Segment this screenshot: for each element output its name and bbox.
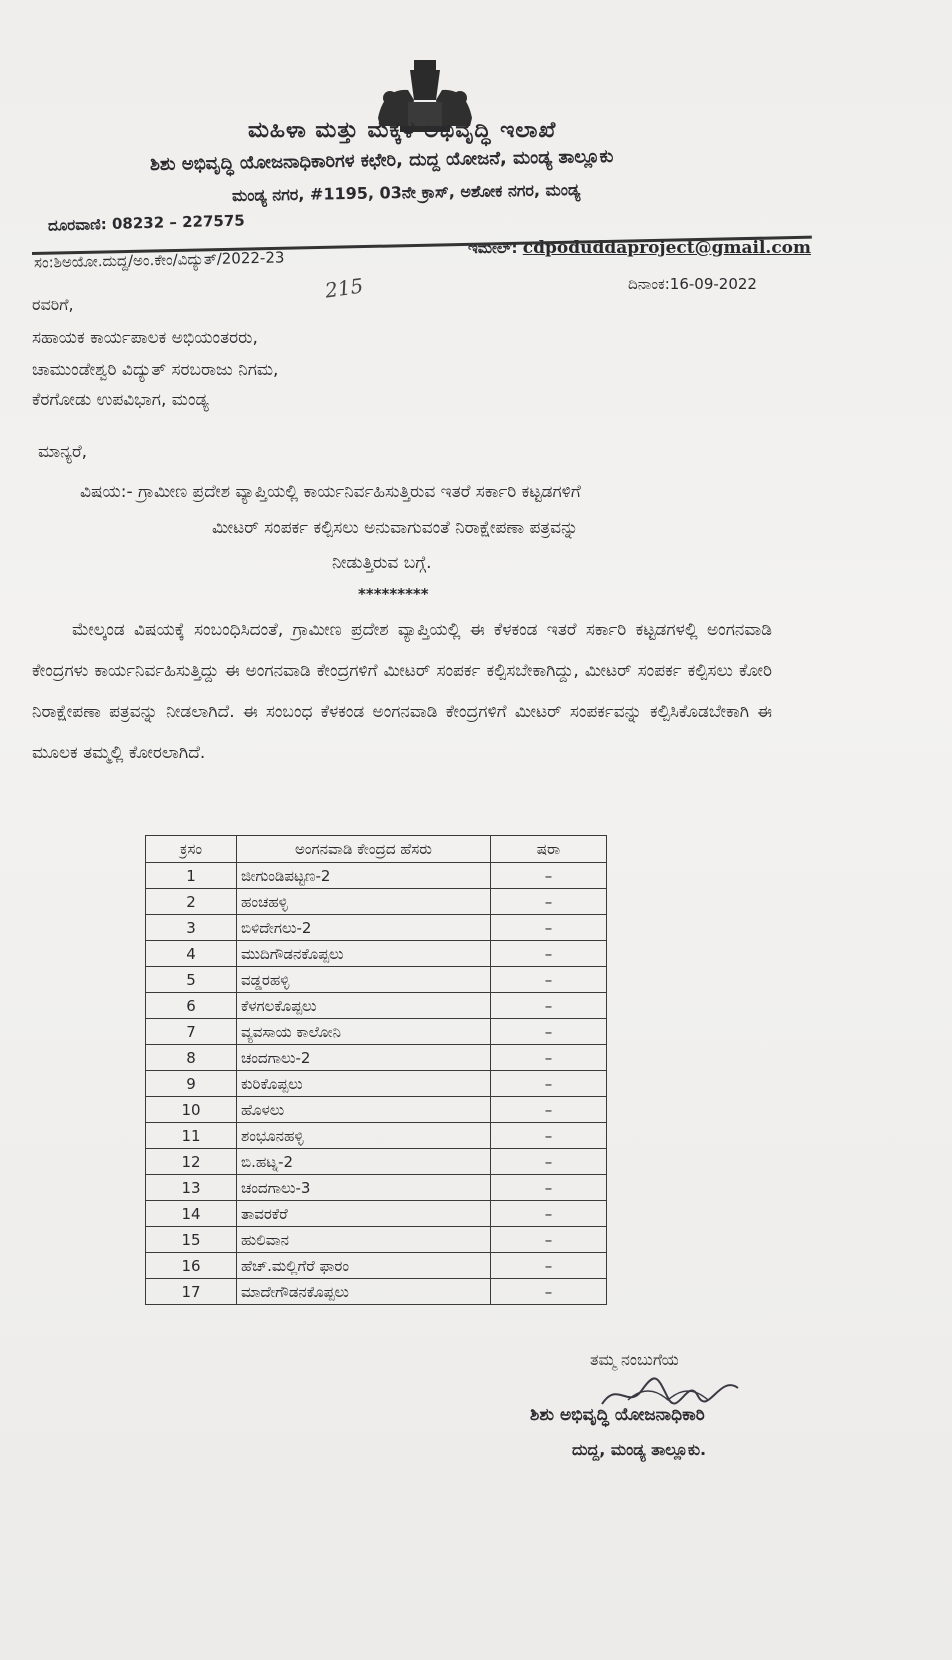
- recipient-line-2: ಚಾಮುಂಡೇಶ್ವರಿ ವಿದ್ಯುತ್ ಸರಬರಾಜು ನಿಗಮ,: [32, 360, 279, 380]
- row-remark: –: [491, 1201, 607, 1227]
- table-row: [146, 941, 607, 967]
- row-serial: 5: [146, 967, 237, 993]
- table-row: [146, 1149, 607, 1175]
- row-centre-name: ಕುರಿಕೊಪ್ಪಲು: [237, 1071, 491, 1097]
- signatory-place: ದುದ್ದ, ಮಂಡ್ಯ ತಾಲ್ಲೂಕು.: [572, 1440, 707, 1459]
- table-row: [146, 1253, 607, 1279]
- table-body: [146, 863, 607, 1305]
- table-row: [146, 1123, 607, 1149]
- row-centre-name: ವ್ಯವಸಾಯ ಕಾಲೋನಿ: [237, 1019, 491, 1045]
- row-centre-name: ಹೊಳಲು: [237, 1097, 491, 1123]
- salutation: ಮಾನ್ಯರೆ,: [38, 442, 88, 462]
- office-address: ಮಂಡ್ಯ ನಗರ, #1195, 03ನೇ ಕ್ರಾಸ್, ಅಶೋಕ ನಗರ, ಮಂಡ್ಯ: [231, 179, 581, 206]
- row-centre-name: ಬಿಳಿದೇಗಲು-2: [237, 915, 491, 941]
- row-serial: 9: [146, 1071, 237, 1097]
- row-serial: 10: [146, 1097, 237, 1123]
- table-row: [146, 1201, 607, 1227]
- row-centre-name: ಮುದಿಗೌಡನಕೊಪ್ಪಲು: [237, 941, 491, 967]
- row-remark: –: [491, 863, 607, 889]
- body-paragraph: ಮೇಲ್ಕಂಡ ವಿಷಯಕ್ಕೆ ಸಂಬಂಧಿಸಿದಂತೆ, ಗ್ರಾಮೀಣ ಪ್ರದೇಶ ವ್ಯಾಪ್ತಿಯಲ್ಲಿ ಈ ಕೆಳಕಂಡ ಇತರೆ ಸರ್ಕಾರಿ ಕಟ್ಟಡಗಳಲ್ಲಿ ಅಂಗನವಾಡಿ ಕೇಂದ್ರಗಳು ಕಾರ್ಯನಿರ್ವಹಿಸುತ್ತಿದ್ದು ಈ ಅಂಗನವಾಡಿ ಕೇಂದ್ರಗಳಿಗೆ ಮೀಟರ್ ಸಂಪರ್ಕ ಕಲ್ಪಿಸಬೇಕಾಗಿದ್ದು, ಮೀಟರ್ ಸಂಪರ್ಕ ಕಲ್ಪಿಸಲು ಕೋರಿ ನಿರಾಕ್ಷೇಪಣಾ ಪತ್ರವನ್ನು ನೀಡಲಾಗಿದೆ. ಈ ಸಂಬಂಧ ಕೆಳಕಂಡ ಅಂಗನವಾಡಿ ಕೇಂದ್ರಗಳಿಗೆ ಮೀಟರ್ ಸಂಪರ್ಕವನ್ನು ಕಲ್ಪಿಸಿಕೊಡಬೇಕಾಗಿ ಈ ಮೂಲಕ ತಮ್ಮಲ್ಲಿ ಕೋರಲಾಗಿದೆ.: [32, 620, 772, 763]
- signatory-designation: ಶಿಶು ಅಭಿವೃದ್ಧಿ ಯೋಜನಾಧಿಕಾರಿ: [530, 1405, 705, 1425]
- anganwadi-table: [145, 835, 607, 1305]
- office-name: ಶಿಶು ಅಭಿವೃದ್ಧಿ ಯೋಜನಾಧಿಕಾರಿಗಳ ಕಛೇರಿ, ದುದ್ದ ಯೋಜನೆ, ಮಂಡ್ಯ ತಾಲ್ಲೂಕು: [149, 145, 614, 176]
- recipient-to: ರವರಿಗೆ,: [32, 295, 74, 314]
- row-serial: 8: [146, 1045, 237, 1071]
- table-row: [146, 1227, 607, 1253]
- row-serial: 1: [146, 863, 237, 889]
- table-row: [146, 915, 607, 941]
- row-serial: 7: [146, 1019, 237, 1045]
- row-remark: –: [491, 1019, 607, 1045]
- table-row: [146, 1175, 607, 1201]
- row-serial: 13: [146, 1175, 237, 1201]
- table-row: [146, 1071, 607, 1097]
- table-row: [146, 993, 607, 1019]
- recipient-line-1: ಸಹಾಯಕ ಕಾರ್ಯಪಾಲಕ ಅಭಿಯಂತರರು,: [32, 328, 258, 348]
- department-name: ಮಹಿಳಾ ಮತ್ತು ಮಕ್ಕಳ ಅಭಿವೃದ್ಧಿ ಇಲಾಖೆ: [248, 118, 557, 143]
- row-serial: 2: [146, 889, 237, 915]
- row-centre-name: ಜೀಗುಂಡಿಪಟ್ಟಣ-2: [237, 863, 491, 889]
- row-serial: 12: [146, 1149, 237, 1175]
- row-serial: 14: [146, 1201, 237, 1227]
- phone-number: ದೂರವಾಣಿ: 08232 – 227575: [47, 211, 245, 235]
- table-row: [146, 967, 607, 993]
- subject-line-1: ವಿಷಯ:- ಗ್ರಾಮೀಣ ಪ್ರದೇಶ ವ್ಯಾಪ್ತಿಯಲ್ಲಿ ಕಾರ್ಯನಿರ್ವಹಿಸುತ್ತಿರುವ ಇತರೆ ಸರ್ಕಾರಿ ಕಟ್ಟಡಗಳಿಗೆ: [80, 482, 581, 502]
- row-serial: 11: [146, 1123, 237, 1149]
- row-remark: –: [491, 1045, 607, 1071]
- row-centre-name: ಚಂದಗಾಲು-2: [237, 1045, 491, 1071]
- handwritten-number: 215: [323, 273, 365, 303]
- row-remark: –: [491, 1227, 607, 1253]
- header-centre-name: ಅಂಗನವಾಡಿ ಕೇಂದ್ರದ ಹೆಸರು: [237, 836, 491, 863]
- row-serial: 4: [146, 941, 237, 967]
- table-row: [146, 1019, 607, 1045]
- row-centre-name: ವಡ್ಡರಹಳ್ಳಿ: [237, 967, 491, 993]
- table-row: [146, 1097, 607, 1123]
- row-centre-name: ಹಂಚಹಳ್ಳಿ: [237, 889, 491, 915]
- row-remark: –: [491, 941, 607, 967]
- row-remark: –: [491, 1097, 607, 1123]
- row-centre-name: ಮಾದೇಗೌಡನಕೊಪ್ಪಲು: [237, 1279, 491, 1305]
- row-remark: –: [491, 915, 607, 941]
- letter-date: ದಿನಾಂಕ:16-09-2022: [628, 275, 757, 293]
- row-centre-name: ಹೆಚ್.ಮಲ್ಲಿಗೆರೆ ಫಾರಂ: [237, 1253, 491, 1279]
- subject-line-3: ನೀಡುತ್ತಿರುವ ಬಗ್ಗೆ.: [332, 553, 432, 573]
- table-row: [146, 1045, 607, 1071]
- row-centre-name: ಬಿ.ಹಟ್ನ-2: [237, 1149, 491, 1175]
- table-header-row: [146, 836, 607, 863]
- row-remark: –: [491, 993, 607, 1019]
- row-centre-name: ಶಂಭೂನಹಳ್ಳಿ: [237, 1123, 491, 1149]
- recipient-line-3: ಕೆರಗೋಡು ಉಪವಿಭಾಗ, ಮಂಡ್ಯ: [32, 390, 209, 410]
- row-centre-name: ಹುಲಿವಾನ: [237, 1227, 491, 1253]
- row-serial: 17: [146, 1279, 237, 1305]
- row-remark: –: [491, 1149, 607, 1175]
- row-centre-name: ಚಂದಗಾಲು-3: [237, 1175, 491, 1201]
- row-remark: –: [491, 889, 607, 915]
- row-serial: 3: [146, 915, 237, 941]
- table-row: [146, 889, 607, 915]
- email-label: ಇಮೇಲ್:: [468, 239, 523, 257]
- header-serial: ಕ್ರಸಂ: [146, 836, 237, 863]
- row-remark: –: [491, 1071, 607, 1097]
- header-remarks: ಷರಾ: [491, 836, 607, 863]
- row-remark: –: [491, 1123, 607, 1149]
- email-address[interactable]: cdpoduddaproject@gmail.com: [522, 238, 812, 258]
- closing-yours: ತಮ್ಮ ನಂಬುಗೆಯ: [590, 1350, 679, 1369]
- row-centre-name: ಕೆಳಗಲಕೊಪ್ಪಲು: [237, 993, 491, 1019]
- separator-stars: *********: [358, 585, 429, 603]
- table-row: [146, 863, 607, 889]
- row-remark: –: [491, 1279, 607, 1305]
- row-remark: –: [491, 1175, 607, 1201]
- row-centre-name: ತಾವರಕೆರೆ: [237, 1201, 491, 1227]
- reference-number: ಸಂ:ಶಿಅಯೋ.ದುದ್ದ/ಅಂ.ಕೇಂ/ವಿದ್ಯುತ್/2022-23: [33, 248, 285, 272]
- table-row: [146, 1279, 607, 1305]
- row-serial: 6: [146, 993, 237, 1019]
- row-serial: 15: [146, 1227, 237, 1253]
- row-serial: 16: [146, 1253, 237, 1279]
- subject-line-2: ಮೀಟರ್ ಸಂಪರ್ಕ ಕಲ್ಪಿಸಲು ಅನುವಾಗುವಂತೆ ನಿರಾಕ್ಷೇಪಣಾ ಪತ್ರವನ್ನು: [212, 518, 579, 538]
- row-remark: –: [491, 1253, 607, 1279]
- row-remark: –: [491, 967, 607, 993]
